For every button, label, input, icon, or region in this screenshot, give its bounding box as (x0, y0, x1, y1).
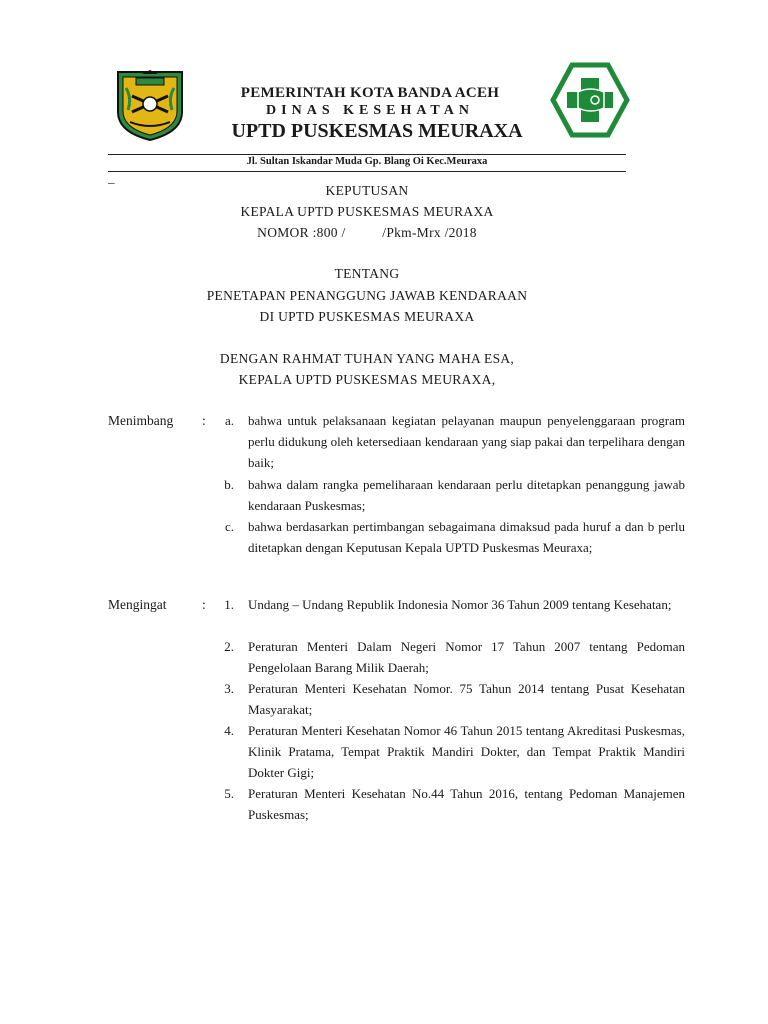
mengingat-marker-2: 2. (224, 639, 234, 654)
subject-line-2: DI UPTD PUSKESMAS MEURAXA (259, 309, 475, 324)
decree-issuer: KEPALA UPTD PUSKESMAS MEURAXA (240, 204, 494, 219)
address-line: Jl. Sultan Iskandar Muda Gp. Blang Oi Kec.Meuraxa (246, 156, 488, 167)
mengingat-item-1: Undang – Undang Republik Indonesia Nomor 36 Tahun 2009 tentang Kesehatan; (248, 597, 672, 612)
mengingat-marker-1: 1. (224, 597, 234, 612)
mengingat-item-2: Peraturan Menteri Dalam Negeri Nomor 17 Tahun 2007 tentang Pedoman Pengelolaan Barang Milik Daerah; (248, 639, 685, 675)
subject-line-1: PENETAPAN PENANGGUNG JAWAB KENDARAAN (206, 288, 528, 303)
mengingat-marker-3: 3. (224, 681, 234, 696)
mengingat-item-4: Peraturan Menteri Kesehatan Nomor 46 Tahun 2015 tentang Akreditasi Puskesmas, Klinik Pratama, Tempat Praktik Mandiri Dokter, dan Tempat Praktik Mandiri Dokter Gigi; (248, 723, 685, 780)
stray-dash: _ (108, 170, 115, 185)
mengingat-colon: : (202, 597, 206, 612)
tentang-heading: TENTANG (334, 266, 400, 281)
official-line: KEPALA UPTD PUSKESMAS MEURAXA, (238, 372, 496, 387)
menimbang-item-c: bahwa berdasarkan pertimbangan sebagaimana dimaksud pada huruf a dan b perlu ditetapkan dengan Keputusan Kepala UPTD Puskesmas Meuraxa; (248, 519, 685, 555)
menimbang-item-b: bahwa dalam rangka pemeliharaan kendaraan perlu ditetapkan penanggung jawab kendaraan Puskesmas; (248, 477, 685, 513)
menimbang-marker-a: a. (224, 413, 234, 428)
header-rule-bottom (108, 171, 626, 172)
menimbang-colon: : (202, 413, 206, 428)
mengingat-marker-5: 5. (224, 786, 234, 801)
decree-heading: KEPUTUSAN (325, 183, 409, 198)
government-name: PEMERINTAH KOTA BANDA ACEH (240, 85, 500, 101)
mengingat-marker-4: 4. (224, 723, 234, 738)
menimbang-label: Menimbang (108, 413, 174, 428)
blessing-line: DENGAN RAHMAT TUHAN YANG MAHA ESA, (219, 351, 515, 366)
menimbang-item-a: bahwa untuk pelaksanaan kegiatan pelayanan maupun penyelenggaraan program perlu didukung oleh ketersediaan kendaraan yang siap pakai dan terpelihara dengan baik; (248, 413, 685, 470)
agency-name: DINAS KESEHATAN (266, 103, 474, 118)
mengingat-label: Mengingat (108, 597, 167, 612)
mengingat-item-5: Peraturan Menteri Kesehatan No.44 Tahun 2016, tentang Pedoman Manajemen Puskesmas; (248, 786, 685, 822)
menimbang-marker-b: b. (224, 477, 234, 492)
menimbang-marker-c: c. (224, 519, 234, 534)
decree-number: NOMOR :800 / /Pkm-Mrx /2018 (257, 225, 477, 240)
letterhead-text (190, 84, 550, 143)
banda-aceh-crest-icon (112, 66, 188, 142)
mengingat-item-3: Peraturan Menteri Kesehatan Nomor. 75 Tahun 2014 tentang Pusat Kesehatan Masyarakat; (248, 681, 685, 717)
puskesmas-logo-icon (550, 62, 630, 138)
institution-name: UPTD PUSKESMAS MEURAXA (231, 120, 523, 142)
